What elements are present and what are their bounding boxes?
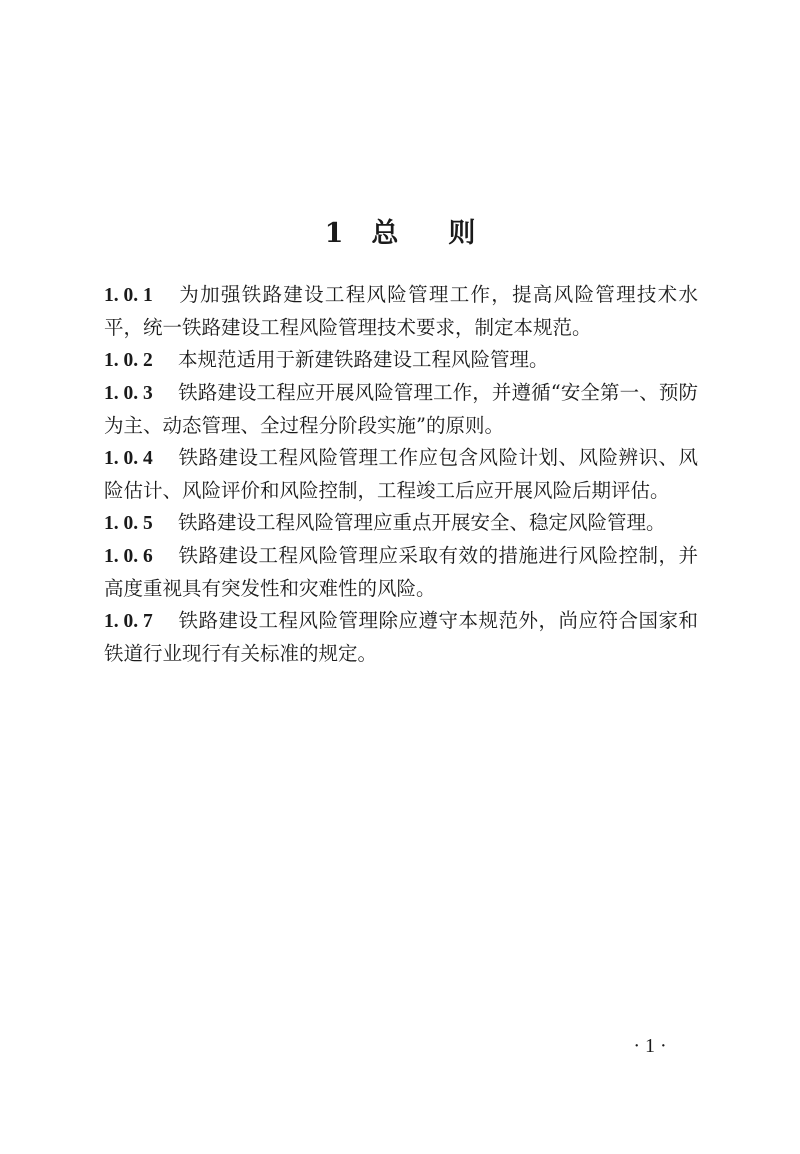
- chapter-title: [0, 212, 800, 256]
- clause-number: 1. 0. 5: [104, 513, 153, 534]
- clause-number: 1. 0. 4: [104, 448, 153, 469]
- clause-text: 铁路建设工程风险管理工作应包含风险计划、风险辨识、风险估计、风险评价和风险控制，工程竣工后应开展风险后期评估。: [104, 446, 698, 502]
- clause-number: 1. 0. 3: [104, 383, 153, 404]
- clause-number: 1. 0. 1: [104, 285, 153, 306]
- page-number: · 1 ·: [633, 1035, 667, 1057]
- clause-1-0-4: [104, 442, 698, 507]
- clause-1-0-1: [104, 279, 698, 344]
- clause-number: 1. 0. 2: [104, 350, 153, 371]
- chapter-title-char-1: 总: [371, 218, 399, 249]
- clause-text: 铁路建设工程风险管理除应遵守本规范外，尚应符合国家和铁道行业现行有关标准的规定。: [104, 609, 698, 665]
- clause-text: 铁路建设工程应开展风险管理工作，并遵循“安全第一、预防为主、动态管理、全过程分阶段实施”的原则。: [104, 381, 698, 437]
- clause-1-0-3: [104, 377, 698, 442]
- clause-1-0-2: [104, 344, 698, 377]
- clause-text: 铁路建设工程风险管理应采取有效的措施进行风险控制，并高度重视具有突发性和灾难性的风险。: [104, 544, 698, 600]
- clause-text: 为加强铁路建设工程风险管理工作，提高风险管理技术水平，统一铁路建设工程风险管理技术要求，制定本规范。: [104, 283, 698, 339]
- clause-1-0-5: [104, 507, 698, 540]
- chapter-title-char-2: 则: [448, 218, 476, 249]
- clause-text: 本规范适用于新建铁路建设工程风险管理。: [178, 348, 549, 371]
- clause-number: 1. 0. 6: [104, 546, 153, 567]
- chapter-number: 1: [324, 218, 344, 249]
- clause-1-0-7: [104, 605, 698, 670]
- clause-text: 铁路建设工程风险管理应重点开展安全、稳定风险管理。: [178, 511, 666, 534]
- clause-number: 1. 0. 7: [104, 611, 153, 632]
- clause-1-0-6: [104, 540, 698, 605]
- clause-list: [104, 279, 698, 670]
